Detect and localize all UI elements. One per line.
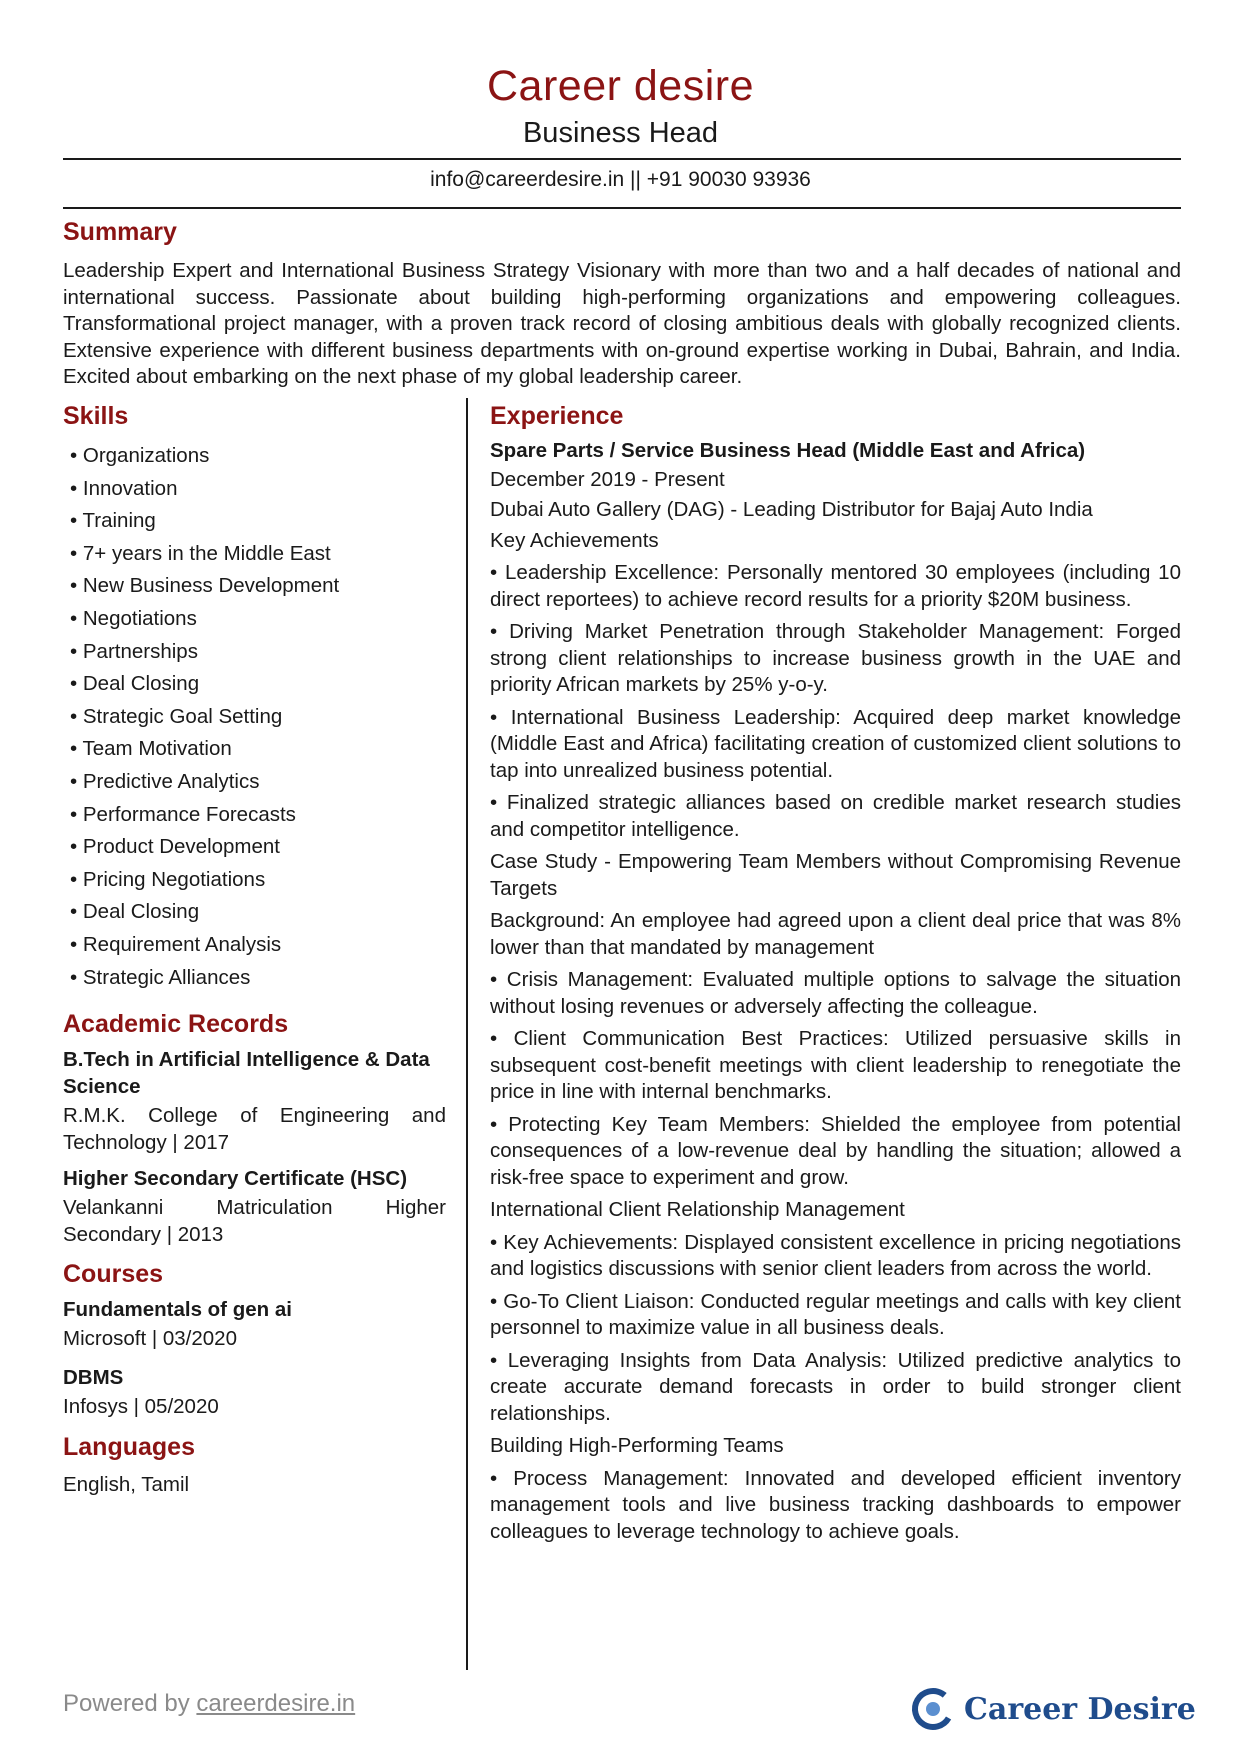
academic-heading: Academic Records	[63, 1010, 289, 1038]
skill-item: • Negotiations	[70, 606, 197, 630]
course-name: Fundamentals of gen ai	[63, 1298, 292, 1321]
candidate-role: Business Head	[522, 117, 719, 149]
achievement-bullet: • Protecting Key Team Members: Shielded the employee from potential consequences of a low-revenue deal by handling the situation; allowed a risk-free space to experiment and grow.	[490, 1112, 1181, 1189]
job-company: Dubai Auto Gallery (DAG) - Leading Distributor for Bajaj Auto India	[490, 498, 1093, 521]
languages-text: English, Tamil	[63, 1473, 190, 1496]
careerdesire-link[interactable]: careerdesire.in	[196, 1690, 356, 1717]
achievement-bullet: • Process Management: Innovated and developed efficient inventory management tools and live business tracking dashboards to empower colleagues to leverage technology to achieve goals.	[490, 1466, 1181, 1543]
degree-detail: Velankanni Matriculation Higher Secondary | 2013	[63, 1196, 446, 1246]
experience-subheading: Background: An employee had agreed upon a client deal price that was 8% lower than that mandated by management	[490, 909, 1181, 959]
experience-subheading: International Client Relationship Management	[490, 1198, 905, 1221]
experience-subheading: Key Achievements	[490, 528, 659, 552]
achievement-bullet: • Crisis Management: Evaluated multiple options to salvage the situation without losing revenues or adversely affecting the colleague.	[490, 968, 1181, 1018]
job-dates: December 2019 - Present	[490, 467, 725, 491]
experience-block	[490, 438, 1181, 1545]
skill-item: • Predictive Analytics	[70, 769, 260, 793]
skill-item: • Product Development	[70, 835, 281, 859]
achievement-bullet: • Go-To Client Liaison: Conducted regular meetings and calls with key client personnel to maximize value in all business deals.	[490, 1289, 1181, 1339]
skill-item: • Performance Forecasts	[70, 802, 296, 826]
degree-detail: R.M.K. College of Engineering and Technology | 2017	[63, 1104, 446, 1154]
career-desire-logo	[910, 1684, 1196, 1734]
contact-line: info@careerdesire.in || +91 90030 93936	[430, 168, 811, 191]
course-detail: Infosys | 05/2020	[63, 1395, 219, 1418]
achievement-bullet: • Key Achievements: Displayed consistent excellence in pricing negotiations and logistics discussions with senior client leaders from across the world.	[490, 1230, 1181, 1280]
experience-heading: Experience	[490, 402, 624, 430]
logo-mark-icon	[910, 1686, 956, 1732]
achievement-bullet: • International Business Leadership: Acquired deep market knowledge (Middle East and Africa) facilitating creation of customized client solutions to tap into unrealized business potential.	[490, 705, 1181, 782]
skill-item: • Pricing Negotiations	[70, 867, 266, 891]
skill-item: • Deal Closing	[70, 672, 200, 696]
job-title: Spare Parts / Service Business Head (Middle East and Africa)	[490, 439, 1086, 462]
skill-item: • Partnerships	[70, 639, 198, 663]
skill-item: • 7+ years in the Middle East	[70, 541, 331, 565]
powered-by	[63, 1690, 355, 1718]
course-name: DBMS	[63, 1366, 124, 1389]
skill-item: • Innovation	[70, 476, 178, 500]
skill-item: • Training	[70, 509, 156, 533]
experience-subheading: Case Study - Empowering Team Members without Compromising Revenue Targets	[490, 850, 1181, 900]
course-entry	[63, 1296, 446, 1353]
skill-item: • Deal Closing	[70, 900, 200, 924]
academic-entry	[63, 1046, 446, 1156]
academic-entry	[63, 1165, 446, 1248]
powered-prefix: Powered by	[63, 1690, 197, 1717]
course-entry	[63, 1364, 446, 1421]
courses-heading: Courses	[63, 1260, 164, 1288]
skill-item: • Organizations	[70, 444, 210, 467]
skill-item: • Requirement Analysis	[70, 932, 282, 956]
course-detail: Microsoft | 03/2020	[63, 1327, 237, 1350]
header-rule-bottom	[63, 207, 1181, 209]
header-rule-top	[63, 158, 1181, 160]
achievement-bullet: • Client Communication Best Practices: Utilized persuasive skills in subsequent cost-benefit meetings with client leadership to renegotiate the price in line with internal benchmarks.	[490, 1027, 1181, 1103]
skills-heading: Skills	[63, 402, 129, 430]
skill-item: • Team Motivation	[70, 737, 232, 761]
experience-subheading: Building High-Performing Teams	[490, 1434, 784, 1457]
column-divider	[466, 398, 468, 1670]
candidate-name: Career desire	[487, 62, 754, 110]
achievement-bullet: • Leadership Excellence: Personally mentored 30 employees (including 10 direct reportees) to achieve record results for a priority $20M business.	[490, 561, 1181, 611]
degree-title: B.Tech in Artificial Intelligence & Data Science	[63, 1048, 430, 1098]
achievement-bullet: • Driving Market Penetration through Stakeholder Management: Forged strong client relationships to increase business growth in the UAE and priority African markets by 25% y-o-y.	[490, 620, 1181, 696]
languages-heading: Languages	[63, 1433, 195, 1461]
achievement-bullet: • Leveraging Insights from Data Analysis: Utilized predictive analytics to create accurate demand forecasts in order to build stronger client relationships.	[490, 1348, 1181, 1425]
skill-item: • New Business Development	[70, 574, 340, 598]
logo-text: Career Desire	[964, 1691, 1196, 1727]
skills-list	[70, 440, 339, 994]
skill-item: • Strategic Alliances	[70, 965, 251, 989]
experience-paragraphs	[490, 528, 1181, 1546]
achievement-bullet: • Finalized strategic alliances based on credible market research studies and competitor intelligence.	[490, 791, 1181, 841]
summary-heading: Summary	[63, 218, 177, 246]
summary-text: Leadership Expert and International Business Strategy Visionary with more than two and a half decades of national and international success. Passionate about building high-performing organizations and empowering colleagues. Transformational project manager, with a proven track record of closing ambitious deals with globally recognized clients. Extensive experience with different business departments with on-ground expertise working in Dubai, Bahrain, and India. Excited about embarking on the next phase of my global leadership career.	[63, 259, 1181, 388]
degree-title: Higher Secondary Certificate (HSC)	[63, 1167, 408, 1190]
skill-item: • Strategic Goal Setting	[70, 704, 283, 728]
